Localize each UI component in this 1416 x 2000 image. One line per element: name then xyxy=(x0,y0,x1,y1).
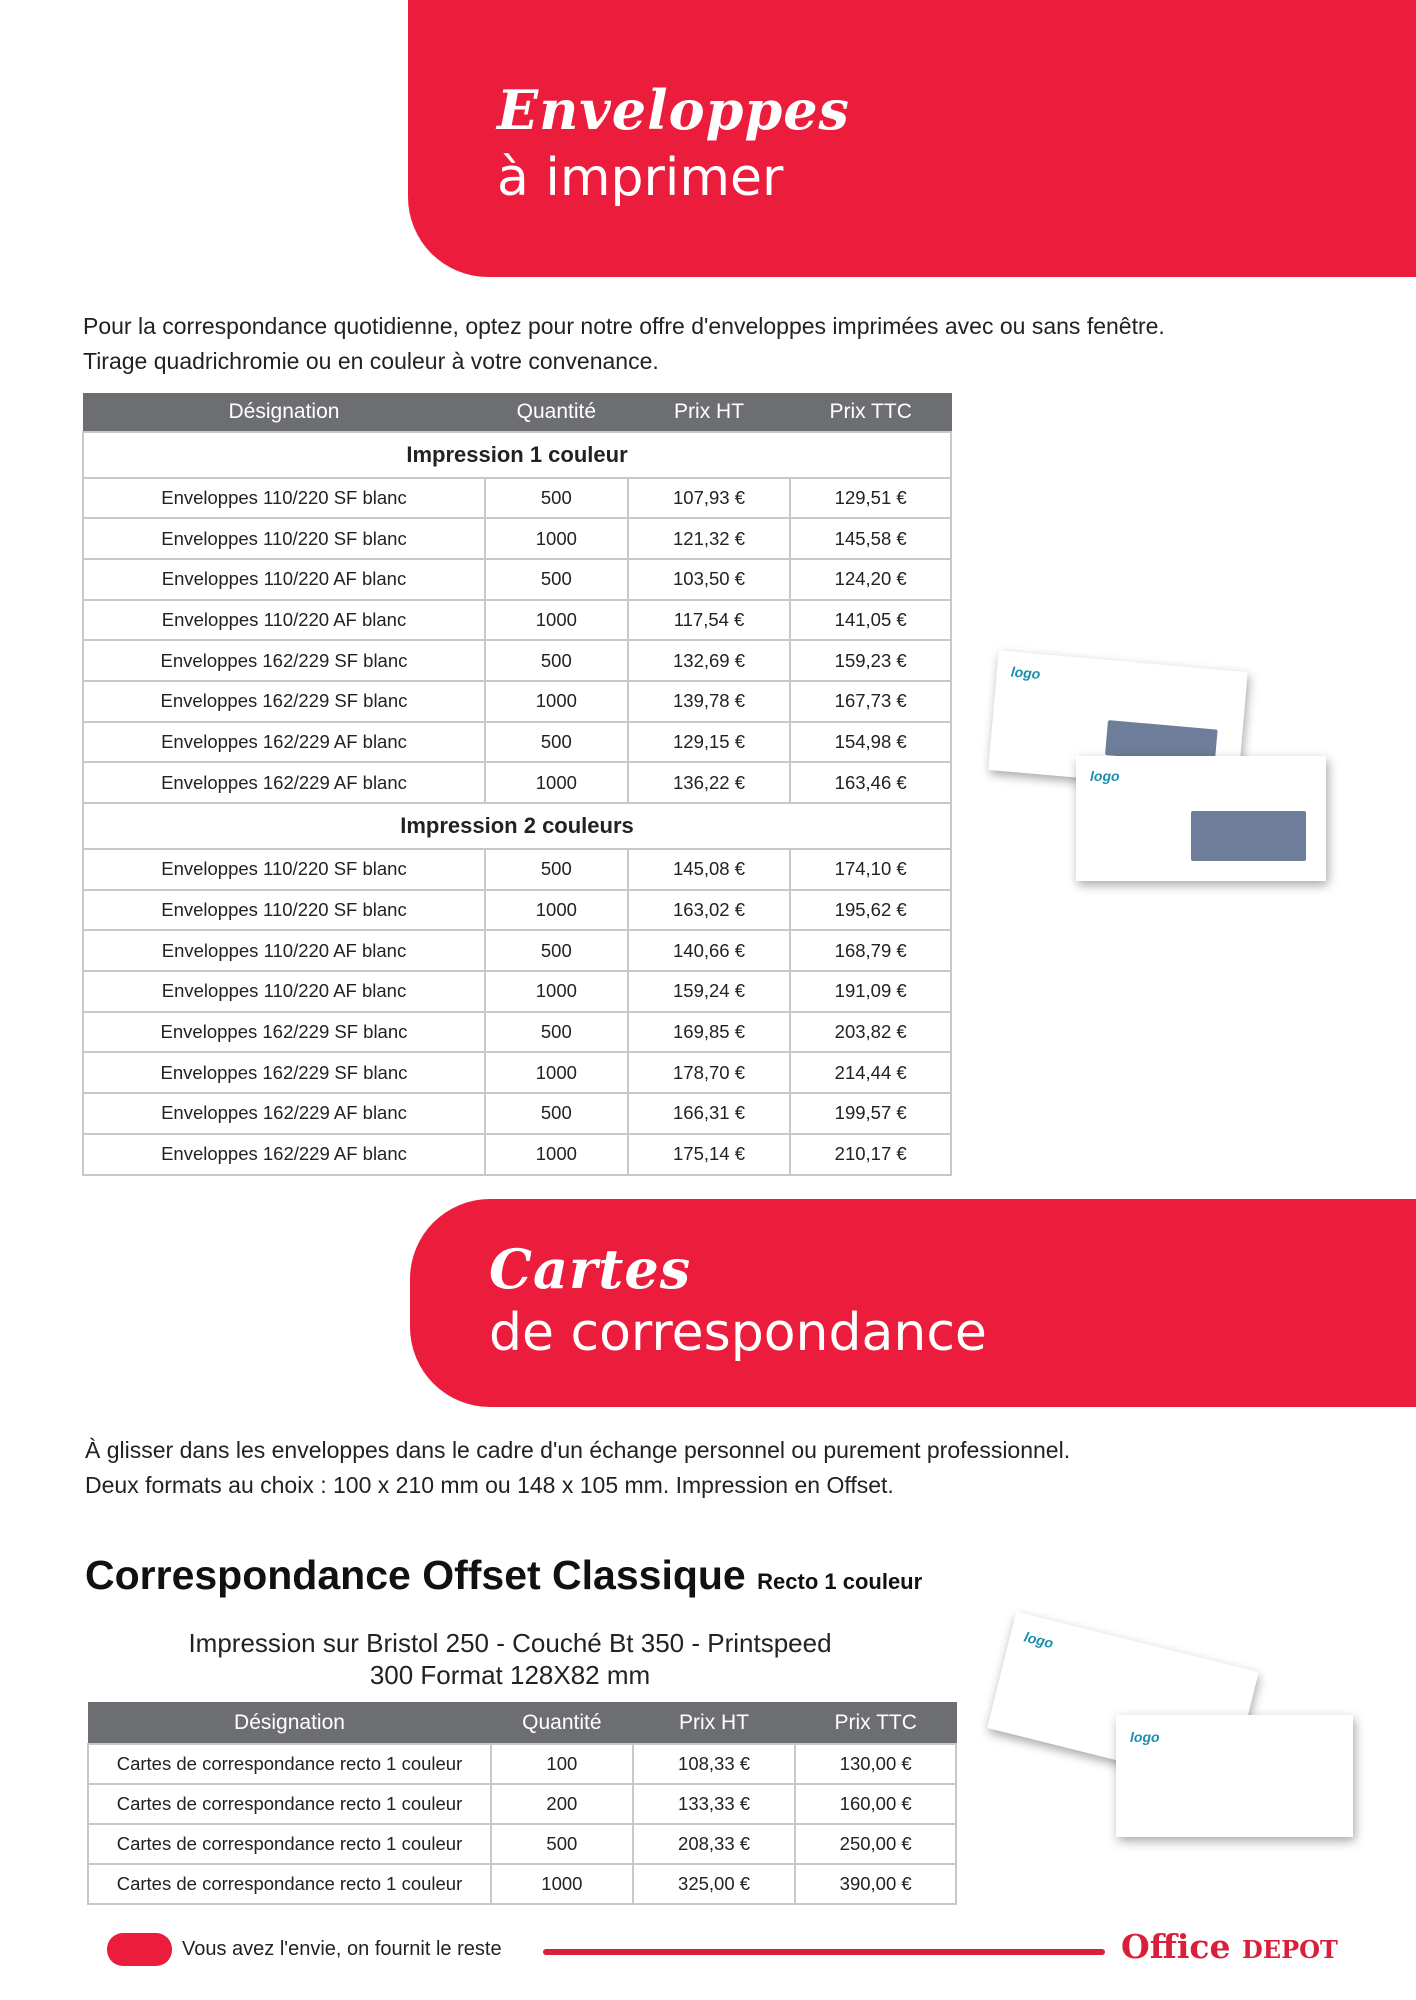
col-designation: Désignation xyxy=(83,394,485,432)
group-label: Impression 1 couleur xyxy=(83,432,951,478)
table-cell: 200 xyxy=(491,1784,633,1824)
table-cell: 214,44 € xyxy=(790,1052,951,1093)
office-depot-logo xyxy=(1121,1927,1338,1966)
table-cell: 163,46 € xyxy=(790,762,951,803)
table-cell: Enveloppes 162/229 SF blanc xyxy=(83,640,485,681)
heading-text: Correspondance Offset Classique xyxy=(85,1552,746,1598)
table-row xyxy=(83,559,951,600)
table-row xyxy=(83,640,951,681)
table-cell: 103,50 € xyxy=(628,559,791,600)
table-cell: 168,79 € xyxy=(790,930,951,971)
table-row xyxy=(83,971,951,1012)
table-cell: 500 xyxy=(485,559,628,600)
table-cell: 140,66 € xyxy=(628,930,791,971)
logo-placeholder: logo xyxy=(1130,1729,1160,1745)
col-prix-ttc: Prix TTC xyxy=(790,394,951,432)
table-row xyxy=(83,762,951,803)
table-cell: 145,58 € xyxy=(790,518,951,559)
col-quantite: Quantité xyxy=(485,394,628,432)
table-cell: 500 xyxy=(485,478,628,519)
table-cell: Cartes de correspondance recto 1 couleur xyxy=(88,1744,491,1784)
table-cell: 500 xyxy=(485,722,628,763)
table-cell: 139,78 € xyxy=(628,681,791,722)
group-header-row xyxy=(83,803,951,849)
banner-title-sub: à imprimer xyxy=(497,148,784,208)
table-cell: 500 xyxy=(485,640,628,681)
table-cell: 175,14 € xyxy=(628,1134,791,1175)
table-cell: 1000 xyxy=(485,762,628,803)
table-cell: Cartes de correspondance recto 1 couleur xyxy=(88,1824,491,1864)
table-cell: 500 xyxy=(491,1824,633,1864)
table-cell: Enveloppes 110/220 SF blanc xyxy=(83,518,485,559)
col-prix-ht: Prix HT xyxy=(628,394,791,432)
table-cell: 208,33 € xyxy=(633,1824,796,1864)
table-cell: 160,00 € xyxy=(795,1784,956,1824)
table-cell: Enveloppes 110/220 AF blanc xyxy=(83,930,485,971)
table-row xyxy=(83,681,951,722)
table-cell: 1000 xyxy=(491,1864,633,1904)
table-cell: Enveloppes 162/229 AF blanc xyxy=(83,762,485,803)
table-row xyxy=(83,1134,951,1175)
table-cell: Enveloppes 110/220 SF blanc xyxy=(83,478,485,519)
col-quantite: Quantité xyxy=(491,1703,633,1744)
cards-paragraph xyxy=(85,1433,1070,1503)
group-header-row xyxy=(83,432,951,478)
subtitle-line: 300 Format 128X82 mm xyxy=(369,1660,651,1690)
table-cell: 129,15 € xyxy=(628,722,791,763)
subtitle-line: Impression sur Bristol 250 - Couché Bt 350 - Printspeed xyxy=(188,1628,832,1658)
table-row xyxy=(83,890,951,931)
table-cell: 167,73 € xyxy=(790,681,951,722)
table-cell: Enveloppes 162/229 AF blanc xyxy=(83,722,485,763)
table-cell: Enveloppes 162/229 AF blanc xyxy=(83,1134,485,1175)
footer-divider xyxy=(543,1949,1105,1955)
banner-enveloppes xyxy=(408,0,1416,277)
logo-placeholder: logo xyxy=(1090,768,1120,784)
table-cell: Enveloppes 110/220 SF blanc xyxy=(83,849,485,890)
table-cell: 169,85 € xyxy=(628,1012,791,1053)
col-designation: Désignation xyxy=(88,1703,491,1744)
heading-small: Recto 1 couleur xyxy=(757,1569,923,1594)
table-cell: Enveloppes 110/220 SF blanc xyxy=(83,890,485,931)
table-cell: 159,23 € xyxy=(790,640,951,681)
table-cell: Enveloppes 162/229 AF blanc xyxy=(83,1093,485,1134)
table-cell: 1000 xyxy=(485,600,628,641)
intro-line: Tirage quadrichromie ou en couleur à votre convenance. xyxy=(83,348,659,374)
table-row xyxy=(83,600,951,641)
table-cell: Cartes de correspondance recto 1 couleur xyxy=(88,1864,491,1904)
table-cell: 195,62 € xyxy=(790,890,951,931)
table-cell: 132,69 € xyxy=(628,640,791,681)
logo-placeholder: logo xyxy=(1022,1628,1056,1652)
table-row xyxy=(83,1052,951,1093)
table-cell: 166,31 € xyxy=(628,1093,791,1134)
table-row xyxy=(83,849,951,890)
table-cell: 100 xyxy=(491,1744,633,1784)
table-cell: 174,10 € xyxy=(790,849,951,890)
table-cell: 129,51 € xyxy=(790,478,951,519)
table-cell: 124,20 € xyxy=(790,559,951,600)
table-cell: 121,32 € xyxy=(628,518,791,559)
col-prix-ht: Prix HT xyxy=(633,1703,796,1744)
cards-line: Deux formats au choix : 100 x 210 mm ou 148 x 105 mm. Impression en Offset. xyxy=(85,1472,894,1498)
banner-title-sub: de correspondance xyxy=(489,1303,987,1363)
table-row xyxy=(83,1012,951,1053)
table-cell: 1000 xyxy=(485,518,628,559)
table-cell: 1000 xyxy=(485,890,628,931)
brand-office: Office xyxy=(1121,1927,1231,1966)
table-cell: Enveloppes 162/229 SF blanc xyxy=(83,1012,485,1053)
intro-line: Pour la correspondance quotidienne, optez pour notre offre d'enveloppes imprimées avec ou sans fenêtre. xyxy=(83,313,1165,339)
table-row xyxy=(83,1093,951,1134)
table-cell: 203,82 € xyxy=(790,1012,951,1053)
table-cell: 390,00 € xyxy=(795,1864,956,1904)
table-row xyxy=(83,478,951,519)
table-row xyxy=(83,930,951,971)
table-cell: 1000 xyxy=(485,971,628,1012)
envelopes-mockup-image xyxy=(988,651,1328,881)
table-cell: Enveloppes 162/229 SF blanc xyxy=(83,1052,485,1093)
table-cell: 500 xyxy=(485,849,628,890)
table-cell: 136,22 € xyxy=(628,762,791,803)
table-cell: 117,54 € xyxy=(628,600,791,641)
brand-depot: DEPOT xyxy=(1241,1935,1338,1964)
footer-tagline: Vous avez l'envie, on fournit le reste xyxy=(182,1938,502,1960)
table-cell: 1000 xyxy=(485,681,628,722)
table-cell: 199,57 € xyxy=(790,1093,951,1134)
table-cell: Enveloppes 110/220 AF blanc xyxy=(83,600,485,641)
table-cell: 107,93 € xyxy=(628,478,791,519)
cards-line: À glisser dans les enveloppes dans le cadre d'un échange personnel ou purement professionnel. xyxy=(85,1437,1071,1463)
table-row xyxy=(83,518,951,559)
table-cell: 108,33 € xyxy=(633,1744,796,1784)
intro-paragraph xyxy=(83,309,1165,379)
logo-placeholder: logo xyxy=(1010,663,1042,683)
envelopes-price-table xyxy=(82,393,952,1176)
table-cell: 178,70 € xyxy=(628,1052,791,1093)
table-cell: 154,98 € xyxy=(790,722,951,763)
table-cell: 325,00 € xyxy=(633,1864,796,1904)
footer-pill-shape xyxy=(107,1933,172,1966)
table-row xyxy=(88,1864,956,1904)
table-cell: 191,09 € xyxy=(790,971,951,1012)
table-cell: 500 xyxy=(485,1012,628,1053)
table-cell: 130,00 € xyxy=(795,1744,956,1784)
table-cell: 500 xyxy=(485,1093,628,1134)
banner-title-script: Cartes xyxy=(489,1237,692,1301)
table-row xyxy=(88,1824,956,1864)
cards-mockup-image xyxy=(988,1620,1353,1840)
table-cell: Enveloppes 162/229 SF blanc xyxy=(83,681,485,722)
table-cell: 250,00 € xyxy=(795,1824,956,1864)
section-heading xyxy=(85,1552,922,1599)
table-cell: Enveloppes 110/220 AF blanc xyxy=(83,559,485,600)
table-row xyxy=(83,722,951,763)
group-label: Impression 2 couleurs xyxy=(83,803,951,849)
banner-title-script: Enveloppes xyxy=(497,78,850,142)
table-cell: 210,17 € xyxy=(790,1134,951,1175)
table-cell: 1000 xyxy=(485,1134,628,1175)
table-cell: 141,05 € xyxy=(790,600,951,641)
table-cell: 500 xyxy=(485,930,628,971)
table-cell: 163,02 € xyxy=(628,890,791,931)
cards-subtitle xyxy=(150,1627,870,1691)
table-cell: 159,24 € xyxy=(628,971,791,1012)
banner-cartes xyxy=(410,1199,1416,1407)
cards-price-table xyxy=(87,1702,957,1905)
table-cell: Cartes de correspondance recto 1 couleur xyxy=(88,1784,491,1824)
table-cell: 1000 xyxy=(485,1052,628,1093)
table-cell: 133,33 € xyxy=(633,1784,796,1824)
table-row xyxy=(88,1784,956,1824)
table-row xyxy=(88,1744,956,1784)
table-cell: Enveloppes 110/220 AF blanc xyxy=(83,971,485,1012)
col-prix-ttc: Prix TTC xyxy=(795,1703,956,1744)
table-cell: 145,08 € xyxy=(628,849,791,890)
